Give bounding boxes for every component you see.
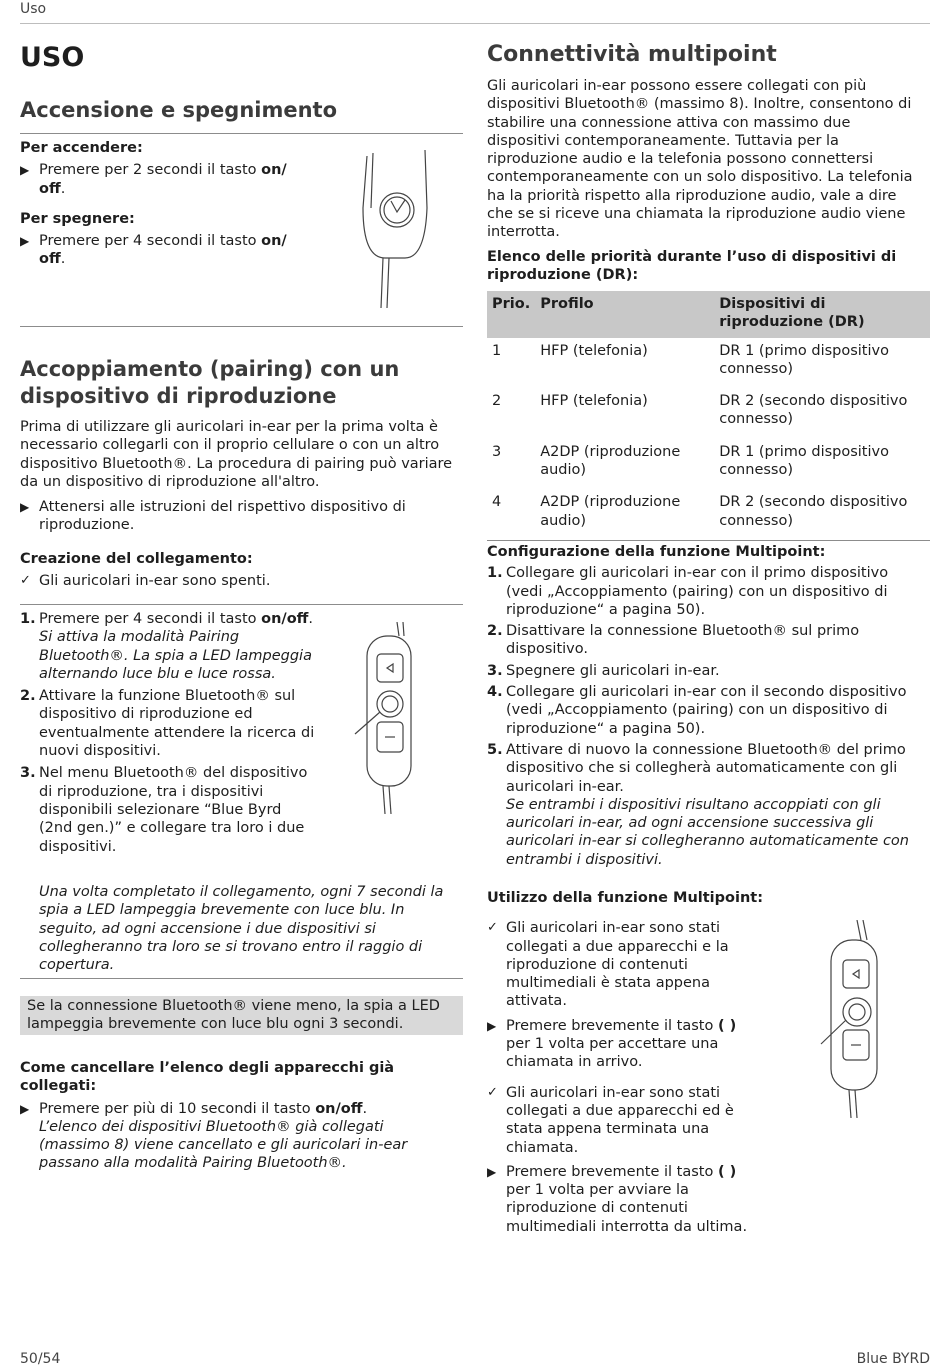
- step-item: 5. Attivare di nuovo la connessione Bluetooth® del primo dispositivo che si collegherà automaticamente con gli auricolari in-ear. Se entrambi i dispositivi risultano accoppiati con gli auricolari in-ear, ad ogni accensione successiva gli auricolari in-ear si collegheranno automaticamente con entrambi i dispositivi.: [487, 741, 909, 868]
- table-row: 1 HFP (telefonia) DR 1 (primo dispositivo connesso): [492, 342, 889, 377]
- step-item: 4. Collegare gli auricolari in-ear con il secondo dispositivo (vedi „Accoppiamento (pairing) con un dispositivo di riproduzione“ a pagina 50).: [487, 684, 907, 737]
- list-item: ▶ Premere brevemente il tasto ( ) per 1 volta per accettare una chiamata in arrivo.: [487, 1017, 737, 1071]
- list-item: ▶ Premere per 2 secondi il tasto on/ off.: [20, 162, 287, 197]
- section-divider: [20, 133, 463, 134]
- power-off-label: Per spegnere:: [20, 210, 135, 227]
- column-header: Prio.: [487, 291, 535, 338]
- clear-list-section: [20, 1059, 463, 1173]
- section-divider: [20, 604, 463, 605]
- usage-label: Utilizzo della funzione Multipoint:: [487, 890, 764, 906]
- arrow-bullet-icon: ▶: [20, 234, 30, 249]
- multipoint-usage: [487, 889, 777, 1236]
- power-on-label: Per accendere:: [20, 140, 143, 156]
- check-icon: ✓: [487, 920, 498, 936]
- remote-control-illustration: [353, 622, 423, 816]
- list-item: ▶ Premere per 4 secondi il tasto on/ off.: [20, 233, 287, 268]
- arrow-bullet-icon: ▶: [20, 163, 30, 178]
- section-divider: [20, 978, 463, 979]
- section-divider: [20, 326, 463, 327]
- pairing-result: Una volta completato il collegamento, ogni 7 secondi la spia a LED lampeggia brevemente con luce blu. In seguito, ad ogni accensione i due dispositivi si collegheranno tra loro se si trovano entro il raggio di copertura.: [39, 884, 444, 974]
- multipoint-section-heading: Connettività multipoint: [487, 42, 777, 67]
- list-item: ▶ Premere per più di 10 secondi il tasto on/off. L’elenco dei dispositivi Bluetooth® già collegati (massimo 8) viene cancellato e gli auricolari in-ear passano alla modalità Pairing Bluetooth®.: [20, 1100, 408, 1172]
- multipoint-config: [487, 543, 927, 869]
- step-item: 2. Attivare la funzione Bluetooth® sul dispositivo di riproduzione ed eventualmente attendere la ricerca di nuovi dispositivi.: [20, 688, 315, 760]
- list-item: ▶ Premere brevemente il tasto ( ) per 1 volta per avviare la riproduzione di contenuti multimediali interrotta da ultima.: [487, 1163, 748, 1235]
- list-item: ✓ Gli auricolari in-ear sono stati collegati a due apparecchi e la riproduzione di contenuti multimediali è stata appena attivata.: [487, 920, 729, 1010]
- priority-list-label: Elenco delle priorità durante l’uso di dispositivi di riproduzione (DR):: [487, 248, 897, 283]
- info-note: Se la connessione Bluetooth® viene meno, la spia a LED lampeggia brevemente con luce blu ogni 3 secondi.: [20, 996, 463, 1035]
- multipoint-intro: Gli auricolari in-ear possono essere collegati con più dispositivi Bluetooth® (massimo 8). Inoltre, consentono di stabilire una connessione attiva con massimo due dispositivi contemporaneamente. Tuttavia per la riproduzione audio e la telefonia possono connettersi contemporaneamente con un solo dispositivo. La telefonia ha la priorità rispetto alla riproduzione audio, vale a dire che se si riceve una chiamata la riproduzione audio viene interrotta. Elenco delle priorità durante l’uso di dispositivi di riproduzione (DR):: [487, 77, 927, 284]
- pairing-intro: Prima di utilizzare gli auricolari in-ear per la prima volta è necessario collegarli con il proprio cellulare o con un altro dispositivo Bluetooth®. La procedura di pairing può variare da un dispositivo di riproduzione all'altro. ▶ Attenersi alle istruzioni del rispettivo dispositivo di riproduzione. Creazione del collegamento: ✓ Gli auricolari in-ear sono spenti.: [20, 418, 463, 590]
- check-icon: ✓: [20, 573, 31, 589]
- table-row: 4 A2DP (riproduzione audio) DR 2 (secondo dispositivo connesso): [487, 489, 930, 540]
- create-connection-label: Creazione del collegamento:: [20, 550, 253, 567]
- pairing-section-heading: Accoppiamento (pairing) con un dispositivo di riproduzione: [20, 357, 400, 408]
- list-item: ▶ Attenersi alle istruzioni del rispettivo dispositivo di riproduzione.: [20, 499, 406, 534]
- config-label: Configurazione della funzione Multipoint:: [487, 544, 826, 560]
- column-header: Profilo: [535, 291, 714, 338]
- priority-table: [487, 291, 930, 541]
- table-row: 3 A2DP (riproduzione audio) DR 1 (primo dispositivo connesso): [492, 443, 889, 479]
- arrow-bullet-icon: ▶: [487, 1164, 497, 1179]
- running-header: Uso: [20, 1, 47, 17]
- step-item: 3. Spegnere gli auricolari in-ear.: [487, 662, 720, 679]
- arrow-bullet-icon: ▶: [20, 1101, 30, 1116]
- table-row: 2 HFP (telefonia) DR 2 (secondo dispositivo connesso): [492, 393, 908, 428]
- pairing-steps: [20, 610, 320, 856]
- step-item: 3. Nel menu Bluetooth® del dispositivo di riproduzione, tra i dispositivi disponibili selezionare “Blue Byrd (2nd gen.)” e collegare tra loro i due dispositivi.: [20, 765, 308, 855]
- table-header-row: [487, 291, 930, 338]
- product-name: Blue BYRD: [856, 1351, 930, 1367]
- step-item: 1. Collegare gli auricolari in-ear con il primo dispositivo (vedi „Accoppiamento (pairing) con un dispositivo di riproduzione“ a pagina 50).: [487, 565, 889, 618]
- header-divider: [20, 23, 930, 24]
- earphone-remote-illustration: [355, 148, 445, 310]
- column-header: Dispositivi di riproduzione (DR): [714, 291, 930, 338]
- remote-control-illustration: [817, 920, 892, 1120]
- power-instructions: [20, 139, 310, 269]
- page-number: 50/54: [20, 1351, 61, 1367]
- power-section-heading: Accensione e spegnimento: [20, 98, 338, 122]
- step-item: 1. Premere per 4 secondi il tasto on/off. Si attiva la modalità Pairing Bluetooth®. La spia a LED lampeggia alternando luce blu e luce rossa.: [20, 611, 314, 682]
- list-item: ✓ Gli auricolari in-ear sono stati collegati a due apparecchi ed è stata appena terminata una chiamata.: [487, 1084, 734, 1156]
- page-title: USO: [20, 42, 85, 73]
- clear-list-label: Come cancellare l’elenco degli apparecchi già collegati:: [20, 1060, 395, 1095]
- list-item: ✓ Gli auricolari in-ear sono spenti.: [20, 573, 271, 590]
- arrow-bullet-icon: ▶: [487, 1018, 497, 1033]
- check-icon: ✓: [487, 1084, 498, 1100]
- step-item: 2. Disattivare la connessione Bluetooth® sul primo dispositivo.: [487, 623, 860, 658]
- arrow-bullet-icon: ▶: [20, 500, 30, 515]
